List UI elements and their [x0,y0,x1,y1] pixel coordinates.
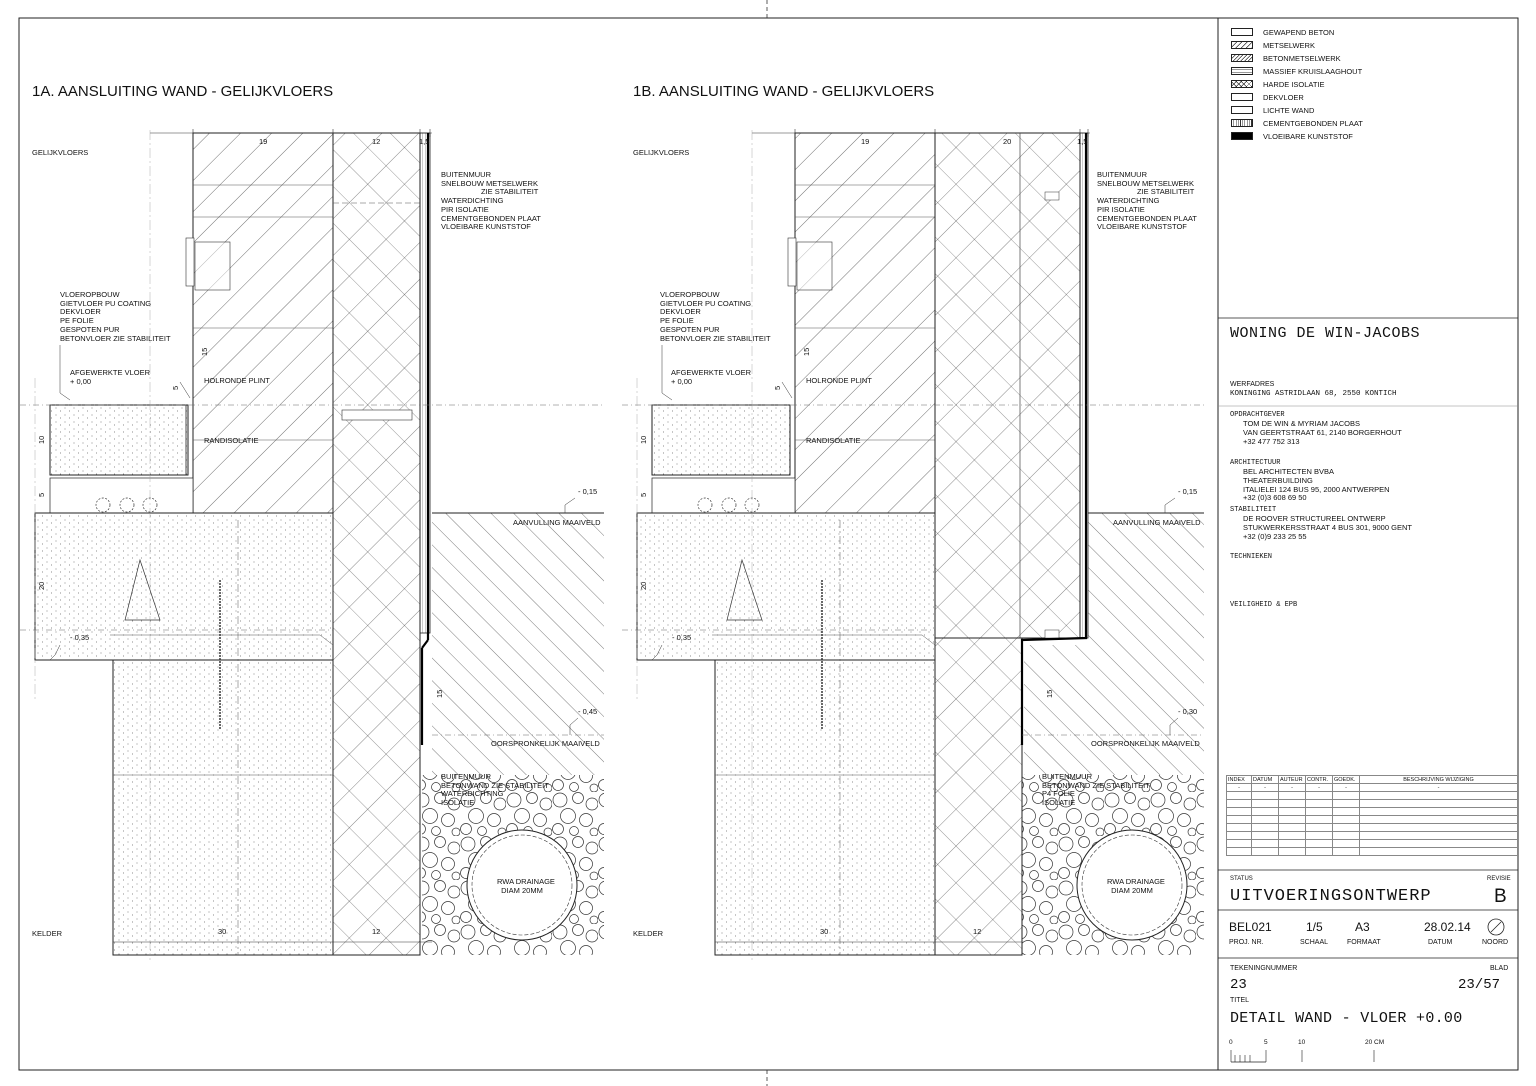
project-name: WONING DE WIN-JACOBS [1230,325,1421,342]
dim-1b-top-ins: 20 [1003,137,1012,146]
floor-layer: GESPOTEN PUR [60,324,120,334]
revision-label: REVISIE [1487,876,1511,882]
dim-1b-bottom-ins: 12 [973,927,982,936]
rev-header: INDEX [1227,776,1252,784]
legend-label: DEKVLOER [1263,92,1304,102]
detail-1a-skirting: HOLRONDE PLINT [204,376,270,385]
dim-1b-v15b: 15 [1045,689,1054,698]
basement-layer: BUITENMUUR [441,772,491,781]
stability-info [1243,515,1412,541]
scale-value: 1/5 [1306,920,1323,934]
rev-header: DATUM [1252,776,1279,784]
safety-label: VEILIGHEID & EPB [1230,601,1298,609]
scale-bar-20: 20 CM [1365,1039,1385,1046]
title-label: TITEL [1230,997,1250,1004]
detail-1a-title: 1A. AANSLUITING WAND - GELIJKVLOERS [32,83,334,100]
lichte-wand-swatch-icon [1231,106,1253,114]
scale-bar-5: 5 [1264,1039,1268,1046]
wall-layer: SNELBOUW METSELWERK [441,178,538,188]
floor-layer: GIETVLOER PU COATING [60,298,152,308]
title-block-frame [1218,18,1518,1070]
floor-layer: GESPOTEN PUR [660,324,720,334]
detail-1a-top-label: GELIJKVLOERS [32,148,89,157]
dim-1a-top-ins: 12 [372,137,381,146]
legend-label: GEWAPEND BETON [1263,27,1335,37]
client-line: +32 477 752 313 [1243,436,1300,446]
rev-header: AUTEUR [1279,776,1306,784]
detail-1a-wall-layers [441,171,541,232]
date-label: DATUM [1428,939,1453,946]
dim-1a-v10: 10 [37,435,46,444]
drain-label: RWA DRAINAGE [1107,877,1165,886]
legend-item [1231,131,1353,141]
dim-1a-v5b: 5 [37,492,46,497]
floor-layer: BETONVLOER ZIE STABILITEIT [660,333,771,343]
rev-cell: - [1279,784,1306,792]
architect-line: BEL ARCHITECTEN BVBA [1243,467,1334,476]
dim-1b-top-clad: 1,5 [1077,137,1088,146]
detail-1a-original-level: OORSPRONKELIJK MAAIVELD [491,739,600,748]
vloeibare-kunststof-swatch-icon [1231,132,1253,140]
dim-1b-v10: 10 [639,435,648,444]
legend-item [1231,79,1325,89]
architect-label: ARCHITECTUUR [1230,459,1281,467]
floor-layer: DEKVLOER [60,307,101,317]
drain-label: RWA DRAINAGE [497,877,555,886]
client-info [1243,420,1402,446]
dim-1a-v15b: 15 [435,689,444,698]
architect-line: THEATERBUILDING [1243,475,1313,485]
legend-label: LICHTE WAND [1263,105,1315,115]
detail-1a-fill-level: AANVULLING MAAIVELD [513,518,601,527]
legend-item [1231,40,1315,50]
dim-1a-v5: 5 [171,385,180,390]
dim-1a-bottom-ins: 12 [372,927,381,936]
cementgebonden-plaat-swatch-icon [1231,119,1253,127]
revision-table [1226,775,1518,856]
rev-cell: - [1360,784,1518,792]
format-label: FORMAAT [1347,939,1381,946]
detail-1b-drain [1107,877,1165,895]
drawing-number: 23 [1230,977,1247,993]
detail-1a-fill-elevation: - 0,15 [578,487,598,496]
wall-layer: VLOEIBARE KUNSTSTOF [1097,222,1187,232]
floor-layer: PE FOLIE [660,316,694,326]
detail-1b-slab-elevation: - 0,35 [672,633,692,642]
finished-floor-label: AFGEWERKTE VLOER [671,368,752,377]
basement-layer: ISOLATIE [441,798,475,808]
detail-1a-basement-wall [441,773,549,808]
legend-item [1231,105,1314,115]
dim-1a-v20: 20 [37,581,46,590]
legend-label: HARDE ISOLATIE [1263,79,1325,89]
rev-cell: - [1227,784,1252,792]
techniques-label: TECHNIEKEN [1230,553,1273,561]
drain-diameter: DIAM 20MM [501,885,543,895]
basement-layer: ISOLATIE [1042,798,1076,808]
date-value: 28.02.14 [1424,920,1471,934]
detail-1a-slab-elevation: - 0,35 [70,633,90,642]
rev-cell: - [1333,784,1360,792]
kruislaaghout-swatch-icon [1231,67,1253,75]
detail-1a-edge-insulation: RANDISOLATIE [204,436,259,445]
detail-1b-skirting: HOLRONDE PLINT [806,376,872,385]
betonmetselwerk-swatch-icon [1231,54,1253,62]
architect-line: ITALIELEI 124 BUS 95, 2000 ANTWERPEN [1243,484,1390,494]
detail-1a-drain [497,877,555,895]
wall-layer: BUITENMUUR [441,170,491,179]
finished-floor-elevation: + 0,00 [70,376,92,386]
floor-layer: PE FOLIE [60,316,94,326]
client-label: OPDRACHTGEVER [1230,411,1285,419]
dim-1b-v5: 5 [773,385,782,390]
scale-bar-0: 0 [1229,1039,1233,1046]
detail-1b-original-elevation: - 0,30 [1178,707,1198,716]
detail-1b-top-label: GELIJKVLOERS [633,148,690,157]
basement-layer: P4 FOLIE [1042,789,1075,799]
detail-1a-floor-layers [60,291,171,343]
dekvloer-swatch-icon [1231,93,1253,101]
rev-header: GOEDK. [1333,776,1360,784]
detail-1b-edge-insulation: RANDISOLATIE [806,436,861,445]
legend-label: METSELWERK [1263,40,1315,50]
legend-label: BETONMETSELWERK [1263,53,1341,63]
detail-1b-bottom-label: KELDER [633,929,664,938]
drain-diameter: DIAM 20MM [1111,885,1153,895]
detail-1a-drawing [20,129,604,960]
north-label: NOORD [1482,939,1509,946]
project-number-label: PROJ. NR. [1229,939,1264,946]
client-line: VAN GEERTSTRAAT 61, 2140 BORGERHOUT [1243,427,1402,437]
wall-layer: PIR ISOLATIE [1097,204,1145,214]
basement-layer: WATERDICHTING [441,789,504,799]
dim-1a-top-clad: 1,5 [419,137,430,146]
legend-item [1231,27,1334,37]
finished-floor-elevation: + 0,00 [671,376,693,386]
detail-1b-wall-layers [1097,171,1197,232]
site-address-label: WERFADRES [1230,381,1275,388]
detail-1a-original-elevation: - 0,45 [578,707,598,716]
client-line: TOM DE WIN & MYRIAM JACOBS [1243,419,1360,428]
basement-layer: BETONWAND ZIE STABILITEIT [441,780,549,790]
scale-label: SCHAAL [1300,939,1329,946]
stability-line: STUKWERKERSSTRAAT 4 BUS 301, 9000 GENT [1243,522,1412,532]
detail-1b-finished-floor [671,369,751,386]
status-value: UITVOERINGSONTWERP [1230,887,1432,906]
site-address: KONINGING ASTRIDLAAN 68, 2550 KONTICH [1230,390,1397,398]
rev-header: BESCHRIJVING WIJZIGING [1360,776,1518,784]
format-value: A3 [1355,920,1370,934]
wall-layer: SNELBOUW METSELWERK [1097,178,1194,188]
rev-cell: - [1252,784,1279,792]
legend-item [1231,53,1341,63]
rev-header: CONTR. [1306,776,1333,784]
harde-isolatie-swatch-icon [1231,80,1253,88]
sheet-label: BLAD [1490,965,1509,972]
dim-1a-bottom-wall: 30 [218,927,227,936]
legend-item [1231,92,1304,102]
gewapend-beton-swatch-icon [1231,28,1253,36]
legend-label: CEMENTGEBONDEN PLAAT [1263,118,1363,128]
wall-layer: PIR ISOLATIE [441,204,489,214]
detail-1b-drawing [622,129,1204,960]
floor-layer: GIETVLOER PU COATING [660,298,752,308]
basement-layer: BETONWAND ZIE STABILITEIT [1042,780,1150,790]
floor-layer: VLOEROPBOUW [60,290,120,299]
detail-1b-original-level: OORSPRONKELIJK MAAIVELD [1091,739,1200,748]
wall-layer: ZIE STABILITEIT [1137,187,1195,197]
detail-1a-bottom-label: KELDER [32,929,63,938]
metselwerk-swatch-icon [1231,41,1253,49]
revision-header-row [1227,776,1518,784]
dim-1a-v15: 15 [200,347,209,356]
project-number: BEL021 [1229,920,1272,934]
detail-1b-floor-layers [660,291,771,343]
dim-1b-v15: 15 [802,347,811,356]
wall-layer: ZIE STABILITEIT [481,187,539,197]
legend-item [1231,118,1363,128]
drawing-title: DETAIL WAND - VLOER +0.00 [1230,1010,1463,1027]
dim-1b-v20: 20 [639,581,648,590]
architect-line: +32 (0)3 608 69 50 [1243,493,1307,503]
floor-layer: BETONVLOER ZIE STABILITEIT [60,333,171,343]
wall-layer: CEMENTGEBONDEN PLAAT [441,213,541,223]
stability-line: DE ROOVER STRUCTUREEL ONTWERP [1243,514,1386,523]
detail-1a-finished-floor [70,369,150,386]
detail-1b-title: 1B. AANSLUITING WAND - GELIJKVLOERS [633,83,935,100]
status-label: STATUS [1230,876,1253,882]
wall-layer: WATERDICHTING [441,196,504,206]
dim-1b-bottom-wall: 30 [820,927,829,936]
basement-layer: BUITENMUUR [1042,772,1092,781]
wall-layer: VLOEIBARE KUNSTSTOF [441,222,531,232]
legend-label: VLOEIBARE KUNSTSTOF [1263,131,1353,141]
floor-layer: DEKVLOER [660,307,701,317]
wall-layer: CEMENTGEBONDEN PLAAT [1097,213,1197,223]
stability-line: +32 (0)9 233 25 55 [1243,531,1307,541]
legend-label: MASSIEF KRUISLAAGHOUT [1263,66,1363,76]
finished-floor-label: AFGEWERKTE VLOER [70,368,151,377]
dim-1b-top-wall: 19 [861,137,870,146]
detail-1b-basement-wall [1042,773,1150,808]
detail-1b-fill-level: AANVULLING MAAIVELD [1113,518,1201,527]
dim-1a-top-wall: 19 [259,137,268,146]
scale-bar-10: 10 [1298,1039,1306,1046]
rev-cell: - [1306,784,1333,792]
legend-item [1231,66,1362,76]
wall-layer: WATERDICHTING [1097,196,1160,206]
wall-layer: BUITENMUUR [1097,170,1147,179]
floor-layer: VLOEROPBOUW [660,290,720,299]
dim-1b-v5b: 5 [639,492,648,497]
sheet-number: 23/57 [1458,977,1501,993]
architect-info [1243,468,1390,503]
stability-label: STABILITEIT [1230,506,1277,514]
detail-1b-fill-elevation: - 0,15 [1178,487,1198,496]
drawing-number-label: TEKENINGNUMMER [1230,965,1298,972]
revision-row [1227,784,1518,792]
revision-value: B [1494,886,1507,907]
